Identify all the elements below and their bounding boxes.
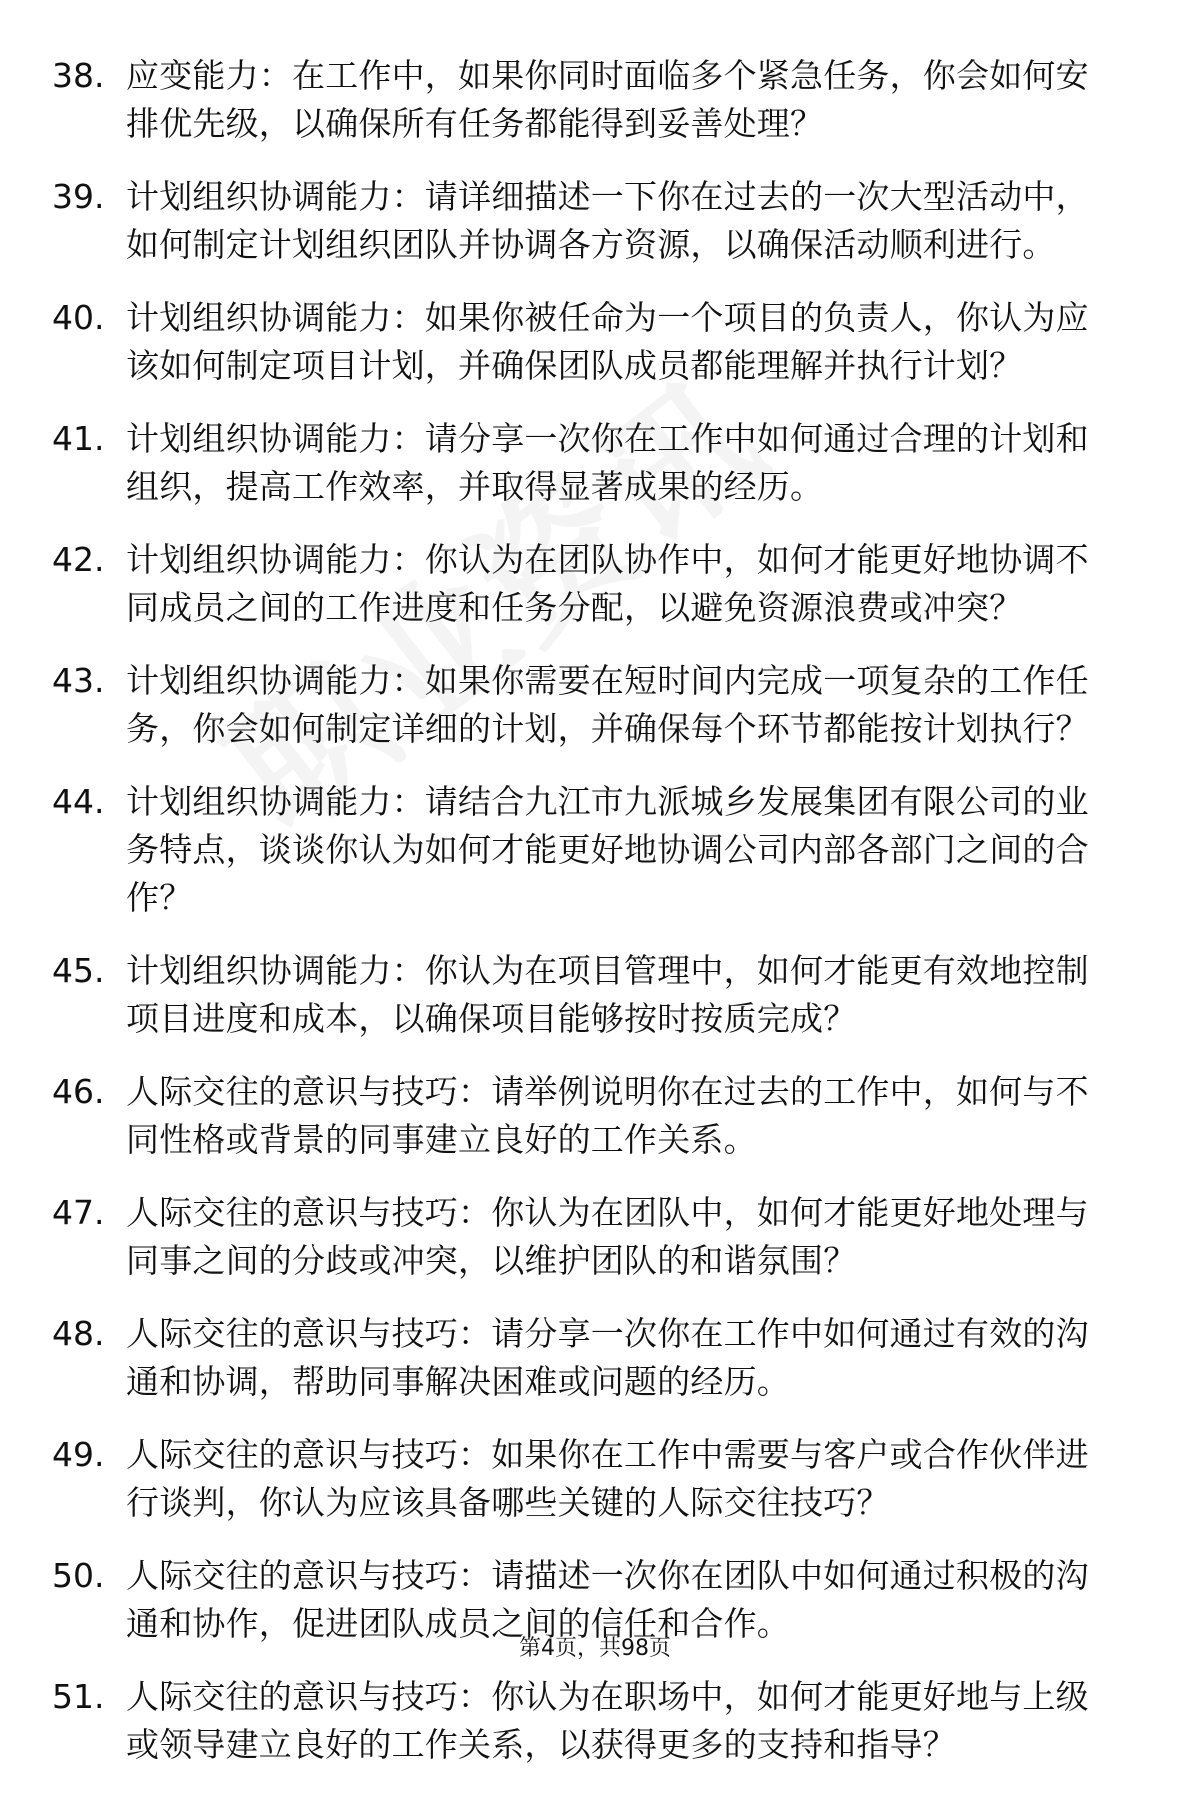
question-number: 38. bbox=[52, 56, 105, 95]
question-item bbox=[52, 657, 1112, 753]
question-number: 46. bbox=[52, 1072, 105, 1111]
question-text: 人际交往的意识与技巧：你认为在职场中，如何才能更好地与上级或领导建立良好的工作关系，以获得更多的支持和指导？ bbox=[126, 1677, 1089, 1764]
question-number: 42. bbox=[52, 540, 105, 579]
question-text: 人际交往的意识与技巧：请举例说明你在过去的工作中，如何与不同性格或背景的同事建立良好的工作关系。 bbox=[126, 1072, 1089, 1159]
question-item bbox=[52, 294, 1112, 390]
question-item bbox=[52, 415, 1112, 511]
question-number: 48. bbox=[52, 1314, 105, 1353]
question-item bbox=[52, 1310, 1112, 1406]
question-number: 41. bbox=[52, 419, 105, 458]
question-text: 人际交往的意识与技巧：如果你在工作中需要与客户或合作伙伴进行谈判，你认为应该具备哪些关键的人际交往技巧？ bbox=[126, 1435, 1089, 1522]
question-list bbox=[52, 52, 1112, 1794]
question-text: 计划组织协调能力：你认为在项目管理中，如何才能更有效地控制项目进度和成本，以确保项目能够按时按质完成？ bbox=[126, 951, 1089, 1038]
question-number: 50. bbox=[52, 1556, 105, 1595]
question-number: 44. bbox=[52, 782, 105, 821]
question-text: 应变能力：在工作中，如果你同时面临多个紧急任务，你会如何安排优先级，以确保所有任务都能得到妥善处理？ bbox=[126, 56, 1089, 143]
question-item bbox=[52, 1673, 1112, 1769]
question-number: 39. bbox=[52, 177, 105, 216]
question-text: 人际交往的意识与技巧：请描述一次你在团队中如何通过积极的沟通和协作，促进团队成员之间的信任和合作。 bbox=[126, 1556, 1089, 1643]
question-text: 人际交往的意识与技巧：请分享一次你在工作中如何通过有效的沟通和协调，帮助同事解决困难或问题的经历。 bbox=[126, 1314, 1089, 1401]
question-text: 计划组织协调能力：请分享一次你在工作中如何通过合理的计划和组织，提高工作效率，并取得显著成果的经历。 bbox=[126, 419, 1089, 506]
question-text: 计划组织协调能力：请结合九江市九派城乡发展集团有限公司的业务特点，谈谈你认为如何才能更好地协调公司内部各部门之间的合作？ bbox=[126, 782, 1089, 917]
question-number: 43. bbox=[52, 661, 105, 700]
question-text: 计划组织协调能力：你认为在团队协作中，如何才能更好地协调不同成员之间的工作进度和任务分配，以避免资源浪费或冲突？ bbox=[126, 540, 1089, 627]
question-item bbox=[52, 1431, 1112, 1527]
question-item bbox=[52, 536, 1112, 632]
question-number: 40. bbox=[52, 298, 105, 337]
question-item bbox=[52, 778, 1112, 922]
question-text: 人际交往的意识与技巧：你认为在团队中，如何才能更好地处理与同事之间的分歧或冲突，以维护团队的和谐氛围？ bbox=[126, 1193, 1089, 1280]
question-number: 51. bbox=[52, 1677, 105, 1716]
question-text: 计划组织协调能力：如果你需要在短时间内完成一项复杂的工作任务，你会如何制定详细的计划，并确保每个环节都能按计划执行？ bbox=[126, 661, 1089, 748]
page-footer: 第4页，共98页 bbox=[519, 1636, 671, 1661]
question-item bbox=[52, 52, 1112, 148]
question-number: 47. bbox=[52, 1193, 105, 1232]
question-text: 计划组织协调能力：请详细描述一下你在过去的一次大型活动中，如何制定计划组织团队并协调各方资源，以确保活动顺利进行。 bbox=[126, 177, 1089, 264]
question-item bbox=[52, 947, 1112, 1043]
question-number: 49. bbox=[52, 1435, 105, 1474]
question-text: 计划组织协调能力：如果你被任命为一个项目的负责人，你认为应该如何制定项目计划，并确保团队成员都能理解并执行计划？ bbox=[126, 298, 1089, 385]
question-item bbox=[52, 1189, 1112, 1285]
question-item bbox=[52, 173, 1112, 269]
question-number: 45. bbox=[52, 951, 105, 990]
question-item bbox=[52, 1068, 1112, 1164]
